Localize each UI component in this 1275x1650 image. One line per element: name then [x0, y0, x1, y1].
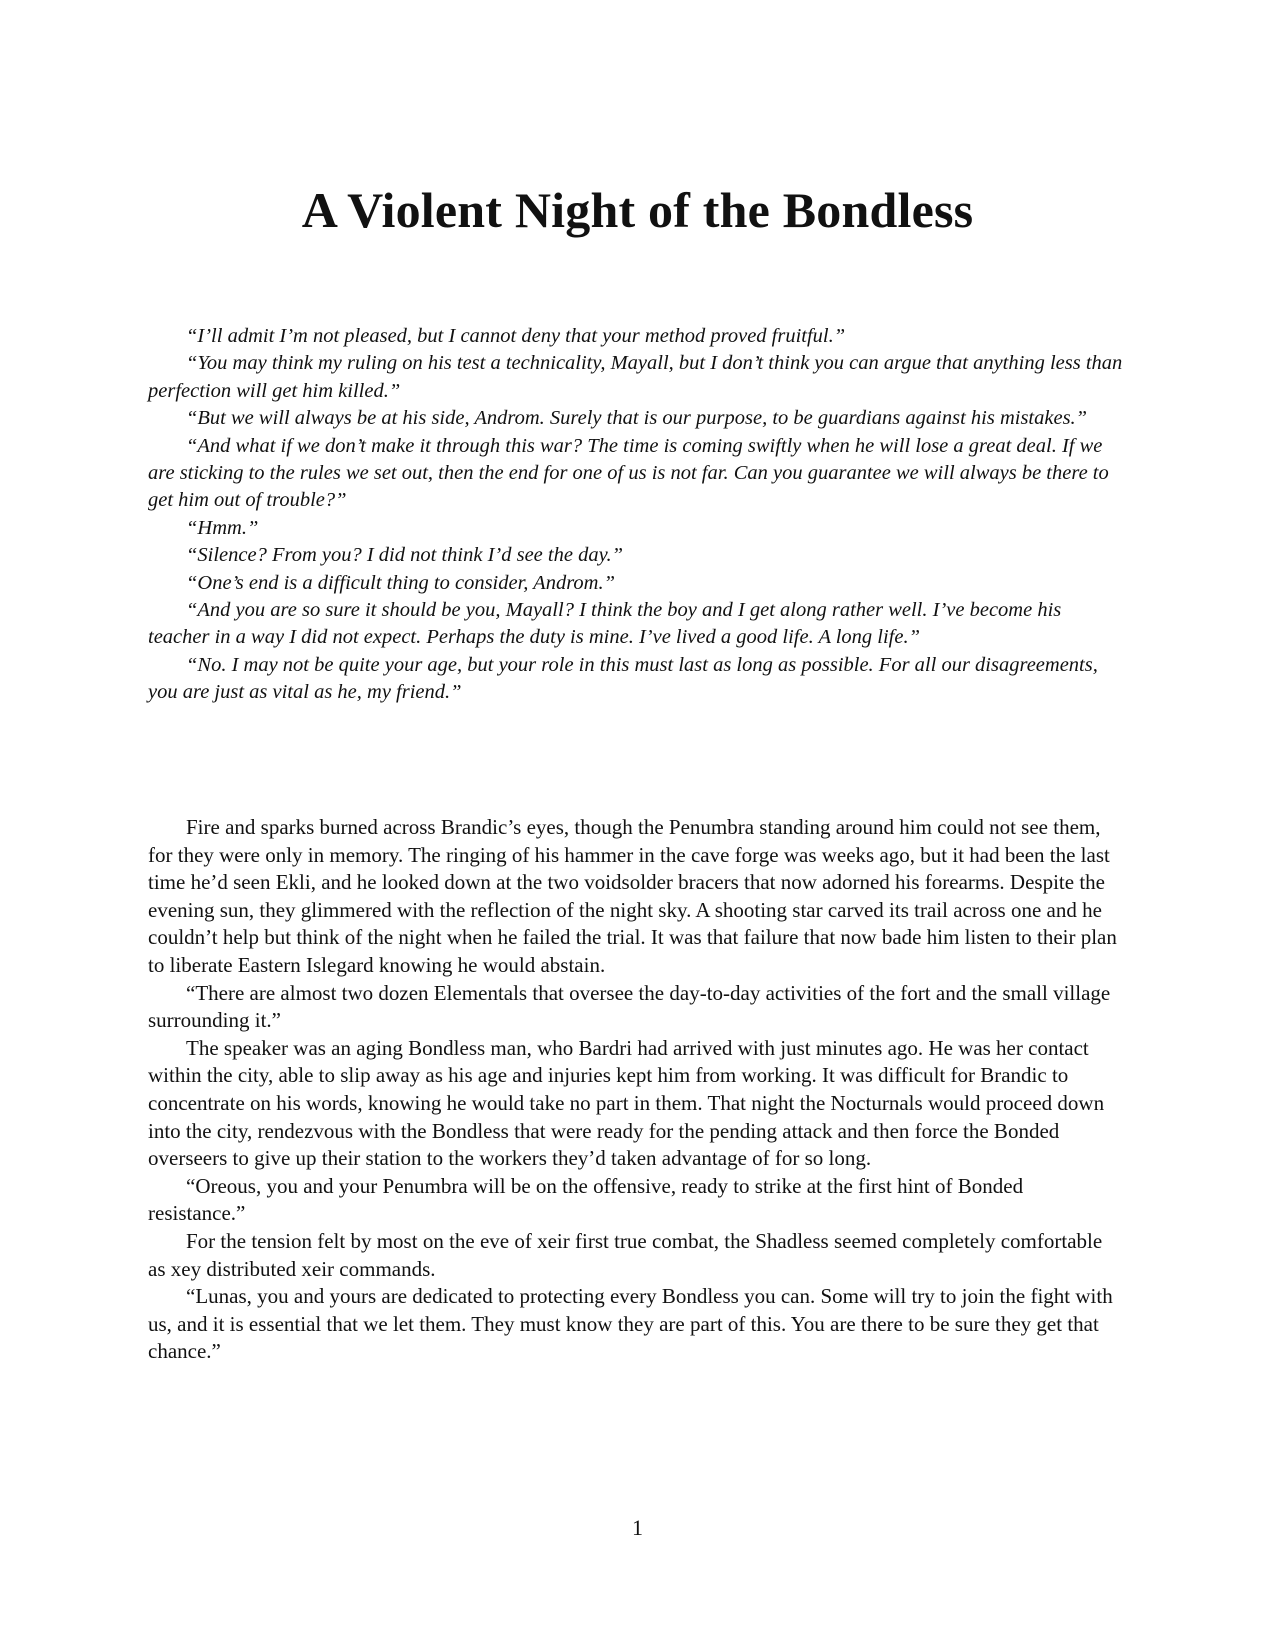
prologue-paragraph: “No. I may not be quite your age, but your role in this must last as long as possible. For all our disagreements, you are just as vital as he, my friend.” [148, 653, 1098, 704]
body-paragraph: “There are almost two dozen Elementals that oversee the day-to-day activities of the fort and the small village surrounding it.” [148, 980, 1111, 1033]
body-paragraph: The speaker was an aging Bondless man, who Bardri had arrived with just minutes ago. He was her contact within the city, able to slip away as his age and injuries kept him from working. It was difficult for Brandic to concentrate on his words, knowing he would take no part in them. That night the Nocturnals would proceed down into the city, rendezvous with the Bondless that were ready for the pending attack and then force the Bonded overseers to give up their station to the workers they’d taken advantage of for so long. [148, 1035, 1105, 1171]
chapter-title: A Violent Night of the Bondless [301, 182, 974, 238]
prologue-paragraph: “Hmm.” [186, 516, 259, 539]
chapter-body [148, 814, 1123, 1366]
prologue-paragraph: “And you are so sure it should be you, Mayall? I think the boy and I get along rather well. I’ve become his teacher in a way I did not expect. Perhaps the duty is mine. I’ve lived a good life. A long life.” [148, 599, 1062, 649]
italic-prologue-dialogue [148, 323, 1123, 707]
prologue-paragraph: “I’ll admit I’m not pleased, but I cannot deny that your method proved fruitful.” [186, 325, 846, 347]
body-paragraph: “Oreous, you and your Penumbra will be on the offensive, ready to strike at the first hint of Bonded resistance.” [148, 1173, 1024, 1226]
prologue-paragraph: “But we will always be at his side, Androm. Surely that is our purpose, to be guardians against his mistakes.” [186, 407, 1088, 430]
prologue-paragraph: “You may think my ruling on his test a technicality, Mayall, but I don’t think you can argue that anything less than perfection will get him killed.” [148, 352, 1123, 402]
prologue-paragraph: “And what if we don’t make it through this war? The time is coming swiftly when he will lose a great deal. If we are sticking to the rules we set out, then the end for one of us is not far. Can you guarantee we will always be there to get him out of trouble?” [148, 434, 1109, 512]
body-paragraph: Fire and sparks burned across Brandic’s eyes, though the Penumbra standing around him could not see them, for they were only in memory. The ringing of his hammer in the cave forge was weeks ago, but it had been the last time he’d seen Ekli, and he looked down at the two voidsolder bracers that now adorned his forearms. Despite the evening sun, they glimmered with the reflection of the night sky. A shooting star carved its trail across one and he couldn’t help but think of the night when he failed the trial. It was that failure that now bade him listen to their plan to liberate Eastern Islegard knowing he would abstain. [148, 815, 1117, 977]
prologue-paragraph: “Silence? From you? I did not think I’d see the day.” [186, 544, 624, 567]
page-number: 1 [632, 1515, 643, 1540]
body-paragraph: “Lunas, you and yours are dedicated to protecting every Bondless you can. Some will try to join the fight with us, and it is essential that we let them. They must know they are part of this. You are there to be sure they get that chance.” [148, 1284, 1113, 1364]
body-paragraph: For the tension felt by most on the eve of xeir first true combat, the Shadless seemed completely comfortable as xey distributed xeir commands. [148, 1228, 1103, 1281]
prologue-paragraph: “One’s end is a difficult thing to consider, Androm.” [186, 571, 615, 594]
